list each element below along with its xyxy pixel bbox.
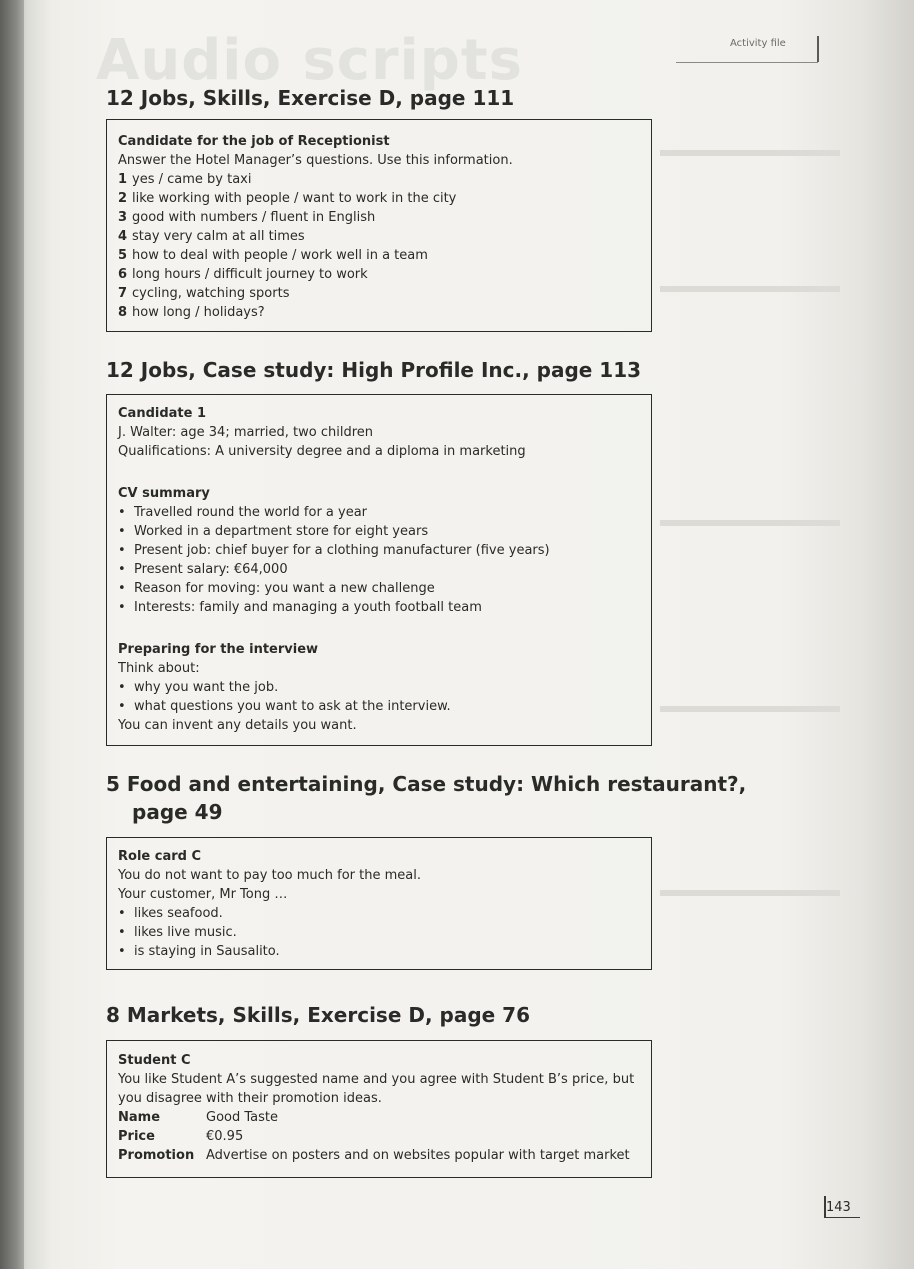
bleed-through-line [660,520,840,526]
item-number: 5 [118,248,128,263]
prep-intro: Think about: [118,661,200,676]
book-spine-shadow [0,0,24,1269]
info-row [118,1108,278,1127]
bullet-text: Present salary: €64,000 [134,562,288,577]
bullet-text: Worked in a department store for eight years [134,524,429,539]
info-value: Good Taste [206,1110,278,1125]
running-head-bar [817,36,819,62]
list-item [118,303,265,322]
box-title: Role card C [118,849,202,864]
item-number: 1 [118,172,128,187]
item-number: 8 [118,305,128,320]
item-number: 2 [118,191,128,206]
bullet-text: is staying in Sausalito. [134,944,280,959]
subheading: CV summary [118,486,210,501]
role-line: You do not want to pay too much for the meal. [118,868,421,883]
closing-line: You can invent any details you want. [118,718,357,733]
info-value: Advertise on posters and on websites popular with target market [206,1148,630,1163]
item-text: long hours / difficult journey to work [132,267,368,282]
bleed-through-line [660,286,840,292]
item-number: 3 [118,210,128,225]
bullet-item: • Present job: chief buyer for a clothing manufacturer (five years) [118,543,550,558]
qualifications-line: Qualifications: A university degree and a diploma in marketing [118,444,526,459]
bullet-text: likes seafood. [134,906,223,921]
bullet-item: • why you want the job. [118,680,279,695]
item-number: 4 [118,229,128,244]
info-label: Price [118,1129,155,1144]
item-text: cycling, watching sports [132,286,290,301]
bullet-text: Interests: family and managing a youth football team [134,600,482,615]
item-text: how to deal with people / work well in a team [132,248,428,263]
bullet-text: Reason for moving: you want a new challenge [134,581,435,596]
bleed-through-line [660,890,840,896]
info-label: Promotion [118,1148,195,1163]
info-value: €0.95 [206,1129,244,1144]
list-item [118,246,428,265]
running-head: Activity file [730,38,786,49]
bullet-text: what questions you want to ask at the interview. [134,699,451,714]
list-item [118,208,375,227]
page-number: 143 [826,1200,851,1215]
box-title: Candidate 1 [118,406,207,421]
section-heading: 12 Jobs, Skills, Exercise D, page 111 [106,86,515,110]
bullet-item: • Reason for moving: you want a new challenge [118,581,435,596]
info-row [118,1146,630,1165]
list-item [118,265,368,284]
page-number-rule [824,1217,860,1218]
section-heading-continued: page 49 [132,800,223,824]
item-text: stay very calm at all times [132,229,305,244]
bullet-item: • Interests: family and managing a youth football team [118,600,482,615]
running-head-rule [676,62,818,63]
item-number: 7 [118,286,128,301]
bullet-text: Present job: chief buyer for a clothing manufacturer (five years) [134,543,550,558]
list-item [118,284,289,303]
box-title: Student C [118,1053,191,1068]
section-heading: 5 Food and entertaining, Case study: Which restaurant?, [106,772,747,796]
bullet-text: likes live music. [134,925,237,940]
item-text: how long / holidays? [132,305,265,320]
bullet-text: why you want the job. [134,680,279,695]
section-heading: 8 Markets, Skills, Exercise D, page 76 [106,1003,531,1027]
bleed-through-line [660,150,840,156]
bullet-item: • likes live music. [118,925,237,940]
bleed-through-line [660,706,840,712]
bullet-item: • Present salary: €64,000 [118,562,288,577]
list-item [118,227,305,246]
list-item [118,170,251,189]
bullet-item: • is staying in Sausalito. [118,944,280,959]
item-text: yes / came by taxi [132,172,252,187]
info-label: Name [118,1110,161,1125]
section-heading: 12 Jobs, Case study: High Profile Inc., page 113 [106,358,642,382]
candidate-line: J. Walter: age 34; married, two children [118,425,374,440]
info-row [118,1127,243,1146]
student-line: you disagree with their promotion ideas. [118,1091,382,1106]
bullet-item: • what questions you want to ask at the interview. [118,699,451,714]
item-number: 6 [118,267,128,282]
list-item [118,189,456,208]
bullet-text: Travelled round the world for a year [134,505,368,520]
bullet-item: • Worked in a department store for eight years [118,524,429,539]
subheading: Preparing for the interview [118,642,319,657]
student-line: You like Student A’s suggested name and you agree with Student B’s price, but [118,1072,635,1087]
item-text: good with numbers / fluent in English [132,210,376,225]
bleed-through-banner: Audio scripts [96,28,523,93]
box-title: Candidate for the job of Receptionist [118,134,390,149]
bullet-item: • Travelled round the world for a year [118,505,368,520]
role-line: Your customer, Mr Tong … [118,887,288,902]
box-intro: Answer the Hotel Manager’s questions. Use this information. [118,153,513,168]
item-text: like working with people / want to work in the city [132,191,457,206]
bullet-item: • likes seafood. [118,906,223,921]
